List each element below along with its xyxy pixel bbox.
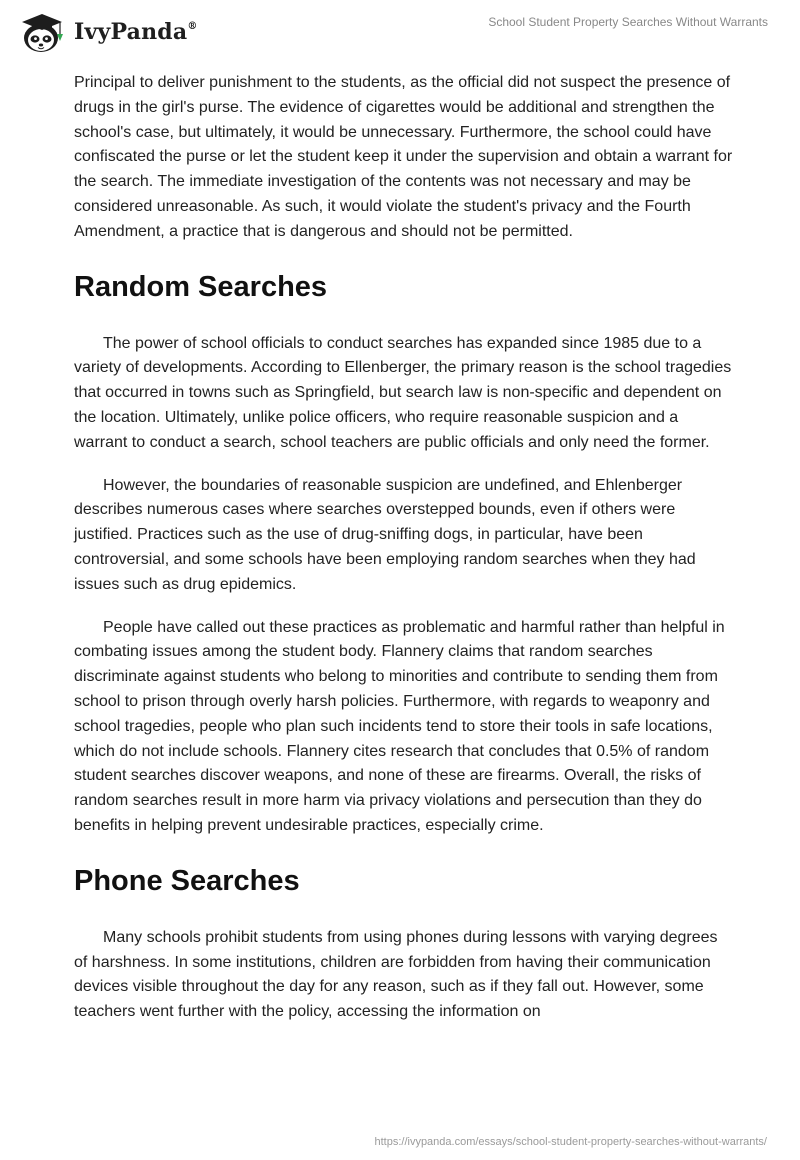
trademark-mark: ®	[187, 21, 198, 32]
brand-name: IvyPanda	[74, 19, 188, 45]
essay-body	[74, 71, 734, 1025]
paragraph: However, the boundaries of reasonable suspicion are undefined, and Ehlenberger describes numerous cases where searches overstepped bounds, even if others were justified. Practices such as the use of drug-sniffing dogs, in particular, have been controversial, and some schools have been employing random searches when they had issues such as drug epidemics.	[74, 476, 696, 593]
paragraph: Principal to deliver punishment to the students, as the official did not suspect the presence of drugs in the girl's purse. The evidence of cigarettes would be additional and strengthen the school's case, but ultimately, it would be unnecessary. Furthermore, the school could have confiscated the purse or let the student keep it under the supervision and obtain a warrant for the search. The immediate investigation of the contents was not necessary and may be considered unreasonable. As such, it would violate the student's privacy and the Fourth Amendment, a practice that is dangerous and should not be permitted.	[74, 74, 733, 240]
paragraph: Many schools prohibit students from using phones during lessons with varying degrees of harshness. In some institutions, children are forbidden from having their communication devices visible throughout the day for any reason, such as if they fall out. However, some teachers went further with the policy, accessing the information on	[74, 928, 718, 1021]
section-heading-phone-searches: Phone Searches	[74, 864, 300, 897]
site-logo[interactable]	[16, 10, 198, 54]
source-url[interactable]: https://ivypanda.com/essays/school-student-property-searches-without-warrants/	[374, 1136, 767, 1148]
section-heading-random-searches: Random Searches	[74, 270, 328, 303]
panda-graduate-icon	[16, 10, 68, 54]
document-title: School Student Property Searches Without Warrants	[488, 15, 768, 29]
paragraph: The power of school officials to conduct searches has expanded since 1985 due to a variety of developments. According to Ellenberger, the primary reason is the school tragedies that occurred in towns such as Springfield, but search law is non-specific and dependent on the location. Ultimately, unlike police officers, who require reasonable suspicion and a warrant to conduct a search, school teachers are public officials and only need the former.	[74, 334, 732, 451]
paragraph: People have called out these practices as problematic and harmful rather than helpful in combating issues among the student body. Flannery claims that random searches discriminate against students who belong to minorities and contribute to sending them from school to prison through overly harsh policies. Furthermore, with regards to weaponry and school tragedies, people who plan such incidents tend to store their tools in safe locations, which do not include schools. Flannery cites research that concludes that 0.5% of random student searches discover weapons, and none of these are firearms. Overall, the risks of random searches result in more harm via privacy violations and persecution than they do benefits in helping prevent undesirable practices, especially crime.	[74, 618, 725, 834]
